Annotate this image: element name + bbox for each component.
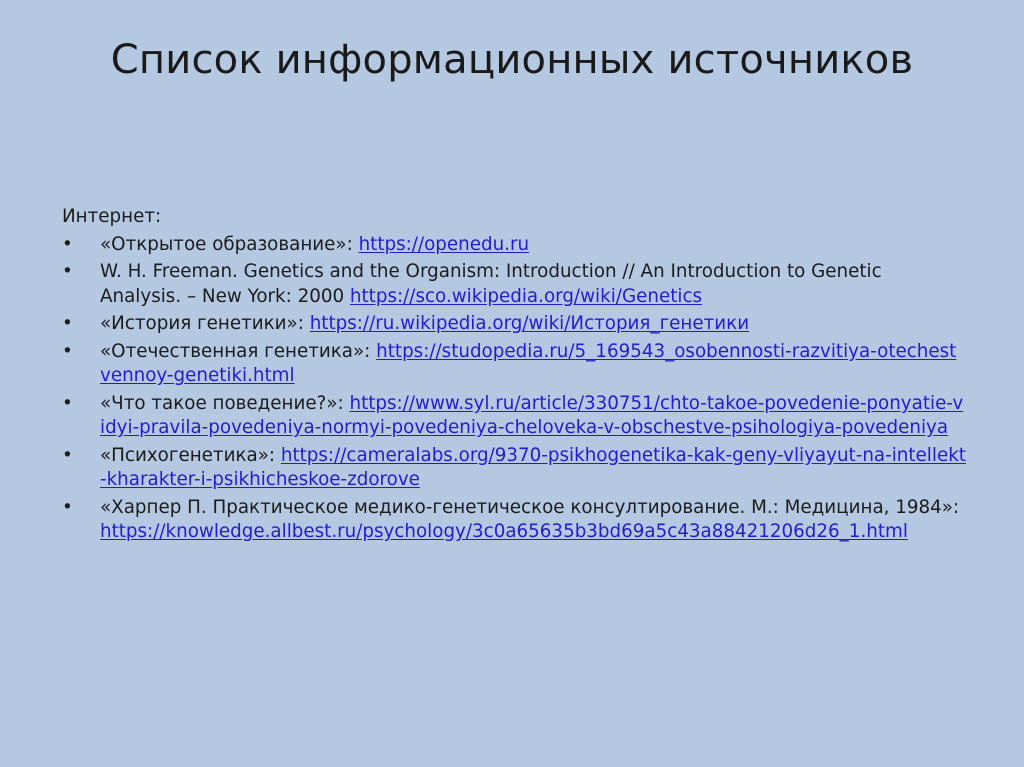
bullet-icon: • [62,444,73,466]
source-link[interactable]: https://knowledge.allbest.ru/psychology/3c0a65635b3bd69a5c43a88421206d26_1.html [100,521,908,542]
source-text: «История генетики»: [100,313,310,334]
source-text: «Открытое образование»: [100,233,359,255]
source-link[interactable]: https://sco.wikipedia.org/wiki/Genetics [349,285,703,307]
list-item [62,444,967,493]
bullet-icon: • [62,340,73,362]
bullet-icon: • [62,392,73,414]
bullet-icon: • [62,313,73,334]
list-item [62,392,967,441]
bullet-icon: • [62,233,73,255]
bullet-icon: • [62,496,73,518]
source-link[interactable]: https://www.syl.ru/article/330751/chto-takoe-povedenie-ponyatie-vidyi-pravila-povedeniya-normyi-povedeniya-cheloveka-v-obschestve-psihologiya-povedeniya [100,392,964,438]
list-item [62,233,967,258]
source-link[interactable]: https://studopedia.ru/5_169543_osobennosti-razvitiya-otechestvennoy-genetiki.html [100,340,957,386]
source-link[interactable]: https://cameralabs.org/9370-psikhogenetika-kak-geny-vliyayut-na-intellekt-kharakter-i-psikhicheskoe-zdorove [100,444,966,490]
bullet-icon: • [62,261,73,282]
section-heading: Интернет: [62,206,162,227]
source-text: «Отечественная генетика»: [100,340,377,362]
list-item [62,312,967,337]
source-text: W. H. Freeman. Genetics and the Organism: Introduction // An Introduction to Genetic Analysis. – New York: 2000 [100,261,882,307]
slide-title: Список информационных источников [110,37,914,83]
source-text: «Психогенетика»: [100,444,281,466]
source-link[interactable]: https://ru.wikipedia.org/wiki/История_генетики [309,313,750,334]
list-item [62,496,967,545]
sources-list [62,233,967,545]
list-item [62,340,967,389]
source-text: «Харпер П. Практическое медико-генетическое консултирование. М.: Медицина, 1984»: [100,496,960,518]
list-item [62,260,967,309]
slide-content [62,205,967,548]
source-text: «Что такое поведение?»: [100,392,350,414]
source-link[interactable]: https://openedu.ru [358,233,530,255]
